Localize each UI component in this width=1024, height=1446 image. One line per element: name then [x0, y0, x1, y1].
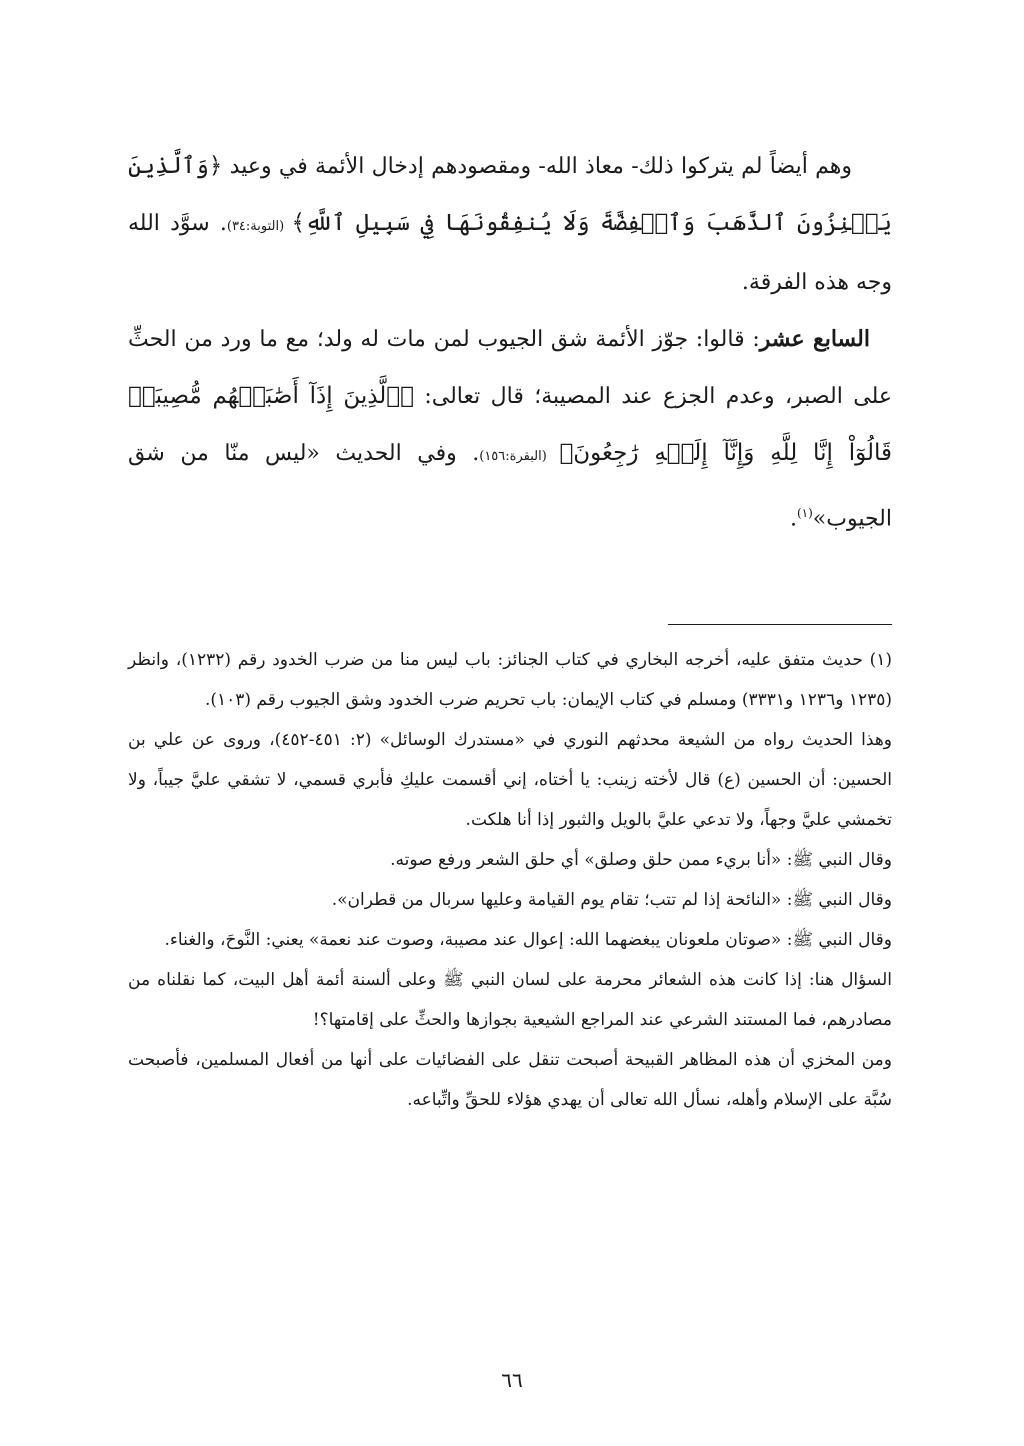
p2-outro: . وفي الحديث «ليس منّا من شق الجيوب» — [128, 441, 892, 532]
footnotes — [128, 640, 892, 1120]
section-label: السابع عشر — [759, 326, 870, 352]
quran-verse-baqarah: ﴿ٱلَّذِينَ إِذَآ أَصَٰبَتۡهُم مُّصِيبَةٞ قَالُوٓاْ إِنَّا لِلَّهِ وَإِنَّآ إِلَيۡهِ رَٰجِعُونَ﴾ — [128, 383, 892, 466]
footnote-marker[interactable]: (١) — [796, 506, 813, 520]
p1-outro: . سوَّد الله وجه هذه الفرقة. — [128, 211, 892, 295]
paragraph-1 — [128, 138, 892, 311]
p2-end: . — [789, 506, 797, 532]
verse-reference-tawbah: (التوبة:٣٤) — [226, 219, 292, 234]
p1-intro: وهم أيضاً لم يتركوا ذلك- معاذ الله- ومقصودهم إدخال الأئمة في وعيد — [222, 154, 852, 179]
p2-text: : قالوا: جوّز الأئمة شق الجيوب لمن مات له ولد؛ مع ما ورد من الحثِّ على الصبر، وعدم الجزع عند المصيبة؛ قال تعالى: — [128, 327, 892, 409]
footnote-note-3: وقال النبي ﷺ: «أنا بريء ممن حلق وصلق» أي حلق الشعر ورفع صوته. — [390, 850, 892, 870]
footnote-separator — [668, 624, 892, 625]
footnote-note-2: وهذا الحديث رواه من الشيعة محدثهم النوري في «مستدرك الوسائل» (٢: ٤٥١-٤٥٢)، وروى عن علي بن الحسين: أن الحسين (ع) قال لأخته زينب: يا أختاه، إني أقسمت عليكِ فأبري قسمي، لا تشقي عليَّ جيباً، ولا تخمشي عليَّ وجهاً، ولا تدعي عليَّ بالويل والثبور إذا أنا هلكت. — [128, 730, 892, 830]
footnote-note-5: وقال النبي ﷺ: «صوتان ملعونان يبغضهما الله: إعوال عند مصيبة، وصوت عند نعمة» يعني: النَّوحَ، والغناء. — [164, 930, 892, 950]
footnote-1: (١) حديث متفق عليه، أخرجه البخاري في كتاب الجنائز: باب ليس منا من ضرب الخدود رقم (١٢٣٢)، وانظر (١٢٣٥ و١٢٣٦ و٣٣٣١) ومسلم في كتاب الإيمان: باب تحريم ضرب الخدود وشق الجيوب رقم (١٠٣). — [128, 650, 893, 710]
verse-reference-baqarah: (البقرة:١٥٦) — [479, 449, 560, 464]
page-number: ٦٦ — [501, 1368, 523, 1392]
quran-verse-tawbah: ﴿وَٱلَّذِينَ يَكۡنِزُونَ ٱلذَّهَبَ وَٱلۡفِضَّةَ وَلَا يُنفِقُونَهَا فِي سَبِيلِ ٱللَّهِ﴾ — [128, 153, 892, 236]
main-text — [128, 138, 892, 547]
paragraph-2 — [128, 311, 892, 547]
footnote-note-6: السؤال هنا: إذا كانت هذه الشعائر محرمة على لسان النبي ﷺ وعلى ألسنة أئمة أهل البيت، كما نقلناه من مصادرهم، فما المستند الشرعي عند المراجع الشيعية بجوازها والحثِّ على إقامتها؟! — [128, 970, 892, 1030]
footnote-note-7: ومن المخزي أن هذه المظاهر القبيحة أصبحت تنقل على الفضائيات على أنها من أفعال المسلمين، فأصبحت سُبَّة على الإسلام وأهله، نسأل الله تعالى أن يهدي هؤلاء للحقِّ واتِّباعه. — [128, 1050, 892, 1110]
footnote-note-4: وقال النبي ﷺ: «النائحة إذا لم تتب؛ تقام يوم القيامة وعليها سربال من قطران». — [331, 890, 892, 910]
